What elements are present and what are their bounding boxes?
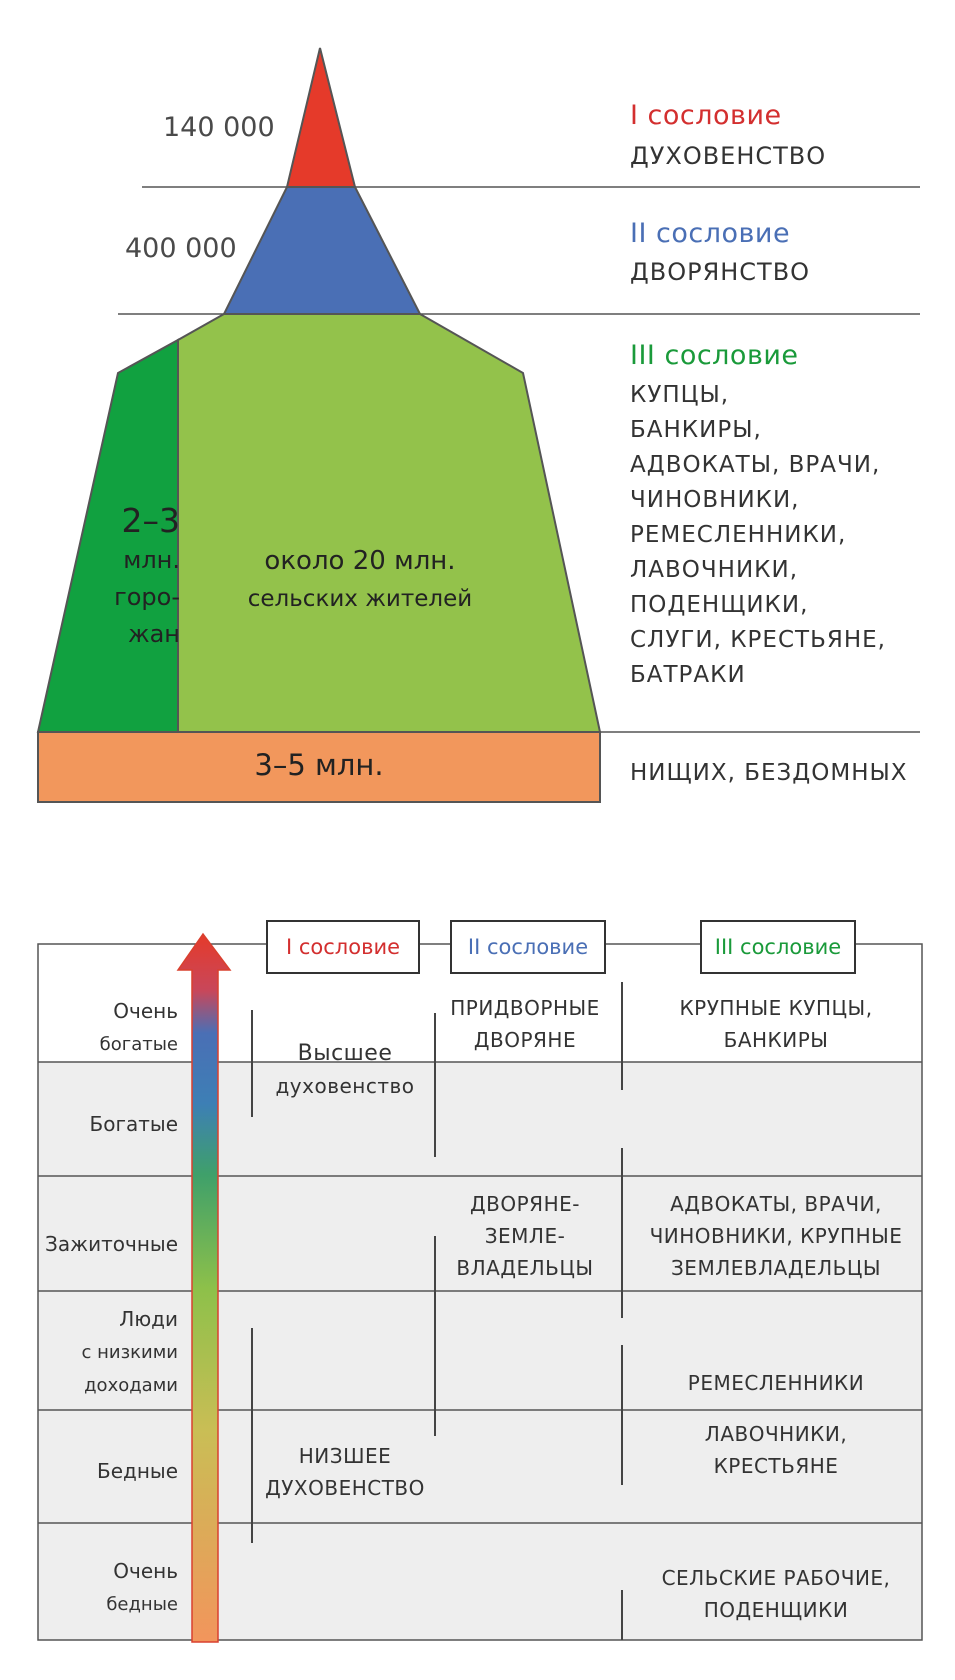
estate3-members	[630, 378, 886, 693]
poor-label: НИЩИХ, БЕЗДОМНЫХ	[630, 760, 908, 786]
third-well	[630, 1188, 922, 1284]
clergy-low-line: ДУХОВЕНСТВО	[265, 1476, 425, 1500]
clergy-low	[260, 1440, 430, 1504]
header-estate3: III сословие	[700, 920, 856, 974]
pyramid-peasants	[178, 314, 600, 732]
row-label-line: с низкими	[81, 1342, 178, 1363]
row-label-line: бедные	[106, 1594, 178, 1615]
estate3-member: ПОДЕНЩИКИ,	[630, 592, 809, 618]
third-verypoor-line: СЕЛЬСКИЕ РАБОЧИЕ,	[661, 1566, 891, 1590]
peasants-line: сельских жителей	[247, 586, 473, 612]
third-verypoor	[630, 1562, 922, 1626]
third-well-line: АДВОКАТЫ, ВРАЧИ,	[670, 1192, 882, 1216]
nobles-court-line: ПРИДВОРНЫЕ	[450, 996, 600, 1020]
third-poor-line: ЛАВОЧНИКИ,	[704, 1422, 848, 1446]
row-label-line: Очень	[113, 999, 178, 1023]
townsfolk-label	[70, 500, 180, 653]
estate2-sub: ДВОРЯНСТВО	[630, 258, 811, 286]
row-label-well-off	[45, 1228, 178, 1261]
row-label-poor	[97, 1455, 178, 1488]
nobles-land-line: ДВОРЯНЕ-	[470, 1192, 580, 1216]
clergy-count: 140 000	[163, 112, 275, 143]
third-rich-line: КРУПНЫЕ КУПЦЫ,	[679, 996, 873, 1020]
third-rich	[630, 992, 922, 1056]
third-poor	[630, 1418, 922, 1482]
third-poor-line: КРЕСТЬЯНЕ	[713, 1454, 839, 1478]
row-label-very-poor	[106, 1555, 178, 1621]
nobles-land	[440, 1188, 610, 1284]
clergy-high	[260, 1038, 430, 1102]
estate3-member: АДВОКАТЫ, ВРАЧИ,	[630, 452, 881, 478]
estate3-member: ЧИНОВНИКИ,	[630, 487, 800, 513]
row-label-line: Богатые	[89, 1112, 178, 1136]
row-label-line: Люди	[119, 1307, 178, 1331]
pyramid-clergy	[287, 48, 355, 187]
row-label-line: Очень	[113, 1559, 178, 1583]
row-label-line: богатые	[99, 1034, 178, 1055]
estate3-member: СЛУГИ, КРЕСТЬЯНЕ,	[630, 627, 886, 653]
third-low: РЕМЕСЛЕННИКИ	[687, 1371, 865, 1395]
estate3-member: ЛАВОЧНИКИ,	[630, 557, 799, 583]
third-well-line: ЗЕМЛЕВЛАДЕЛЬЦЫ	[670, 1256, 882, 1280]
peasants-label	[200, 542, 520, 618]
third-verypoor-line: ПОДЕНЩИКИ	[703, 1598, 849, 1622]
pyramid-nobility	[224, 187, 420, 314]
header-estate1: I сословие	[266, 920, 420, 974]
row-label-very-rich	[100, 995, 178, 1061]
row-label-low-income	[81, 1303, 178, 1402]
poor-count: 3–5 млн.	[254, 748, 384, 782]
townsfolk-line: млн.	[123, 546, 180, 574]
clergy-low-line: НИЗШЕЕ	[298, 1444, 392, 1468]
estate1-sub: ДУХОВЕНСТВО	[630, 142, 827, 170]
nobility-count: 400 000	[125, 233, 237, 264]
third-rich-line: БАНКИРЫ	[723, 1028, 829, 1052]
estate3-member: БАНКИРЫ,	[630, 417, 762, 443]
row-label-rich	[90, 1108, 178, 1141]
nobles-land-line: ЗЕМЛЕ-	[484, 1224, 566, 1248]
estate3-member: КУПЦЫ,	[630, 382, 730, 408]
estate3-member: БАТРАКИ	[630, 662, 746, 688]
townsfolk-line: 2–3	[121, 501, 180, 540]
row-label-line: доходами	[84, 1375, 178, 1396]
estate2-title: II сословие	[630, 218, 791, 249]
estate1-title: I сословие	[630, 100, 782, 131]
clergy-high-line: Высшее	[297, 1041, 393, 1066]
header-estate2: II сословие	[450, 920, 606, 974]
nobles-court	[440, 992, 610, 1056]
estate3-title: III сословие	[630, 340, 799, 371]
estate3-member: РЕМЕСЛЕННИКИ,	[630, 522, 847, 548]
peasants-line: около 20 млн.	[264, 546, 456, 576]
clergy-high-line: духовенство	[275, 1074, 415, 1098]
third-well-line: ЧИНОВНИКИ, КРУПНЫЕ	[649, 1224, 903, 1248]
townsfolk-line: горо-	[114, 583, 180, 611]
row-label-line: Бедные	[96, 1459, 178, 1483]
townsfolk-line: жан	[127, 620, 180, 648]
row-label-line: Зажиточные	[45, 1232, 178, 1256]
nobles-court-line: ДВОРЯНЕ	[473, 1028, 577, 1052]
nobles-land-line: ВЛАДЕЛЬЦЫ	[456, 1256, 594, 1280]
